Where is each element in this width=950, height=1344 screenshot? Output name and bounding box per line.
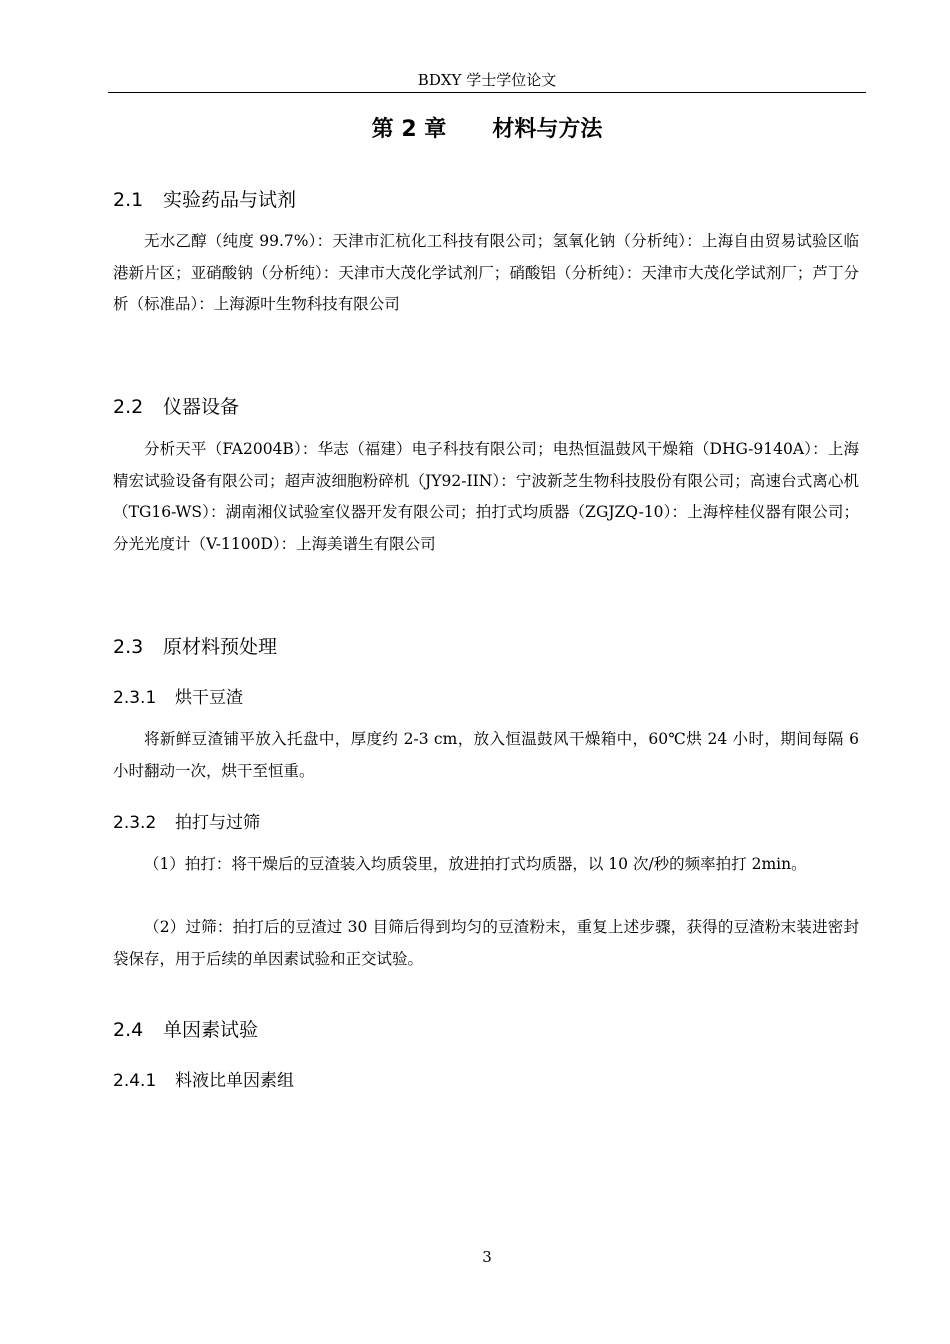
section-title: 实验药品与试剂 — [163, 189, 297, 211]
paragraph-beating: （1）拍打：将干燥后的豆渣装入均质袋里，放进拍打式均质器，以 10 次/秒的频率拍打 2min。 — [144, 855, 807, 873]
section-number: 2.2 — [113, 396, 144, 418]
section-number: 2.1 — [113, 189, 144, 211]
section-heading-2-2 — [113, 394, 239, 420]
subsection-heading-2-3-2 — [113, 811, 260, 835]
chapter-title — [108, 114, 866, 146]
section-number: 2.4 — [113, 1019, 144, 1041]
page-number: 3 — [482, 1248, 492, 1266]
subsection-number: 2.4.1 — [113, 1071, 157, 1091]
running-header: BDXY 学士学位论文 — [417, 71, 557, 89]
paragraph-sieving: （2）过筛：拍打后的豆渣过 30 目筛后得到均匀的豆渣粉末，重复上述步骤，获得的豆渣粉末装进密封袋保存，用于后续的单因素试验和正交试验。 — [113, 918, 859, 968]
section-title: 原材料预处理 — [163, 636, 278, 658]
chapter-name: 材料与方法 — [492, 117, 603, 142]
section-number: 2.3 — [113, 636, 144, 658]
subsection-title: 烘干豆渣 — [175, 688, 243, 708]
section-title: 单因素试验 — [163, 1019, 259, 1041]
chapter-number: 第 2 章 — [371, 117, 447, 142]
subsection-title: 料液比单因素组 — [175, 1071, 294, 1091]
subsection-number: 2.3.1 — [113, 688, 157, 708]
paragraph-drying: 将新鲜豆渣铺平放入托盘中，厚度约 2-3 cm，放入恒温鼓风干燥箱中，60℃烘 24 小时，期间每隔 6 小时翻动一次，烘干至恒重。 — [113, 730, 859, 780]
section-heading-2-1 — [113, 187, 296, 213]
paragraph-instruments: 分析天平（FA2004B）：华志（福建）电子科技有限公司；电热恒温鼓风干燥箱（DHG-9140A）：上海精宏试验设备有限公司；超声波细胞粉碎机（JY92-IIN）：宁波新芝生物科技股份有限公司；高速台式离心机（TG16-WS）：湖南湘仪试验室仪器开发有限公司；拍打式均质器（ZGJZQ-10）：上海梓桂仪器有限公司；分光光度计（V-1100D）：上海美谱生有限公司 — [113, 440, 859, 553]
subsection-number: 2.3.2 — [113, 813, 157, 833]
subsection-title: 拍打与过筛 — [175, 813, 260, 833]
header-rule — [108, 92, 866, 93]
section-heading-2-4 — [113, 1017, 258, 1043]
paragraph-reagents: 无水乙醇（纯度 99.7%）：天津市汇杭化工科技有限公司；氢氧化钠（分析纯）：上海自由贸易试验区临港新片区；亚硝酸钠（分析纯）：天津市大茂化学试剂厂；硝酸铝（分析纯）：天津市大茂化学试剂厂；芦丁分析（标准品）：上海源叶生物科技有限公司 — [113, 232, 859, 313]
section-title: 仪器设备 — [163, 396, 240, 418]
subsection-heading-2-3-1 — [113, 686, 243, 710]
section-heading-2-3 — [113, 634, 277, 660]
subsection-heading-2-4-1 — [113, 1069, 294, 1093]
